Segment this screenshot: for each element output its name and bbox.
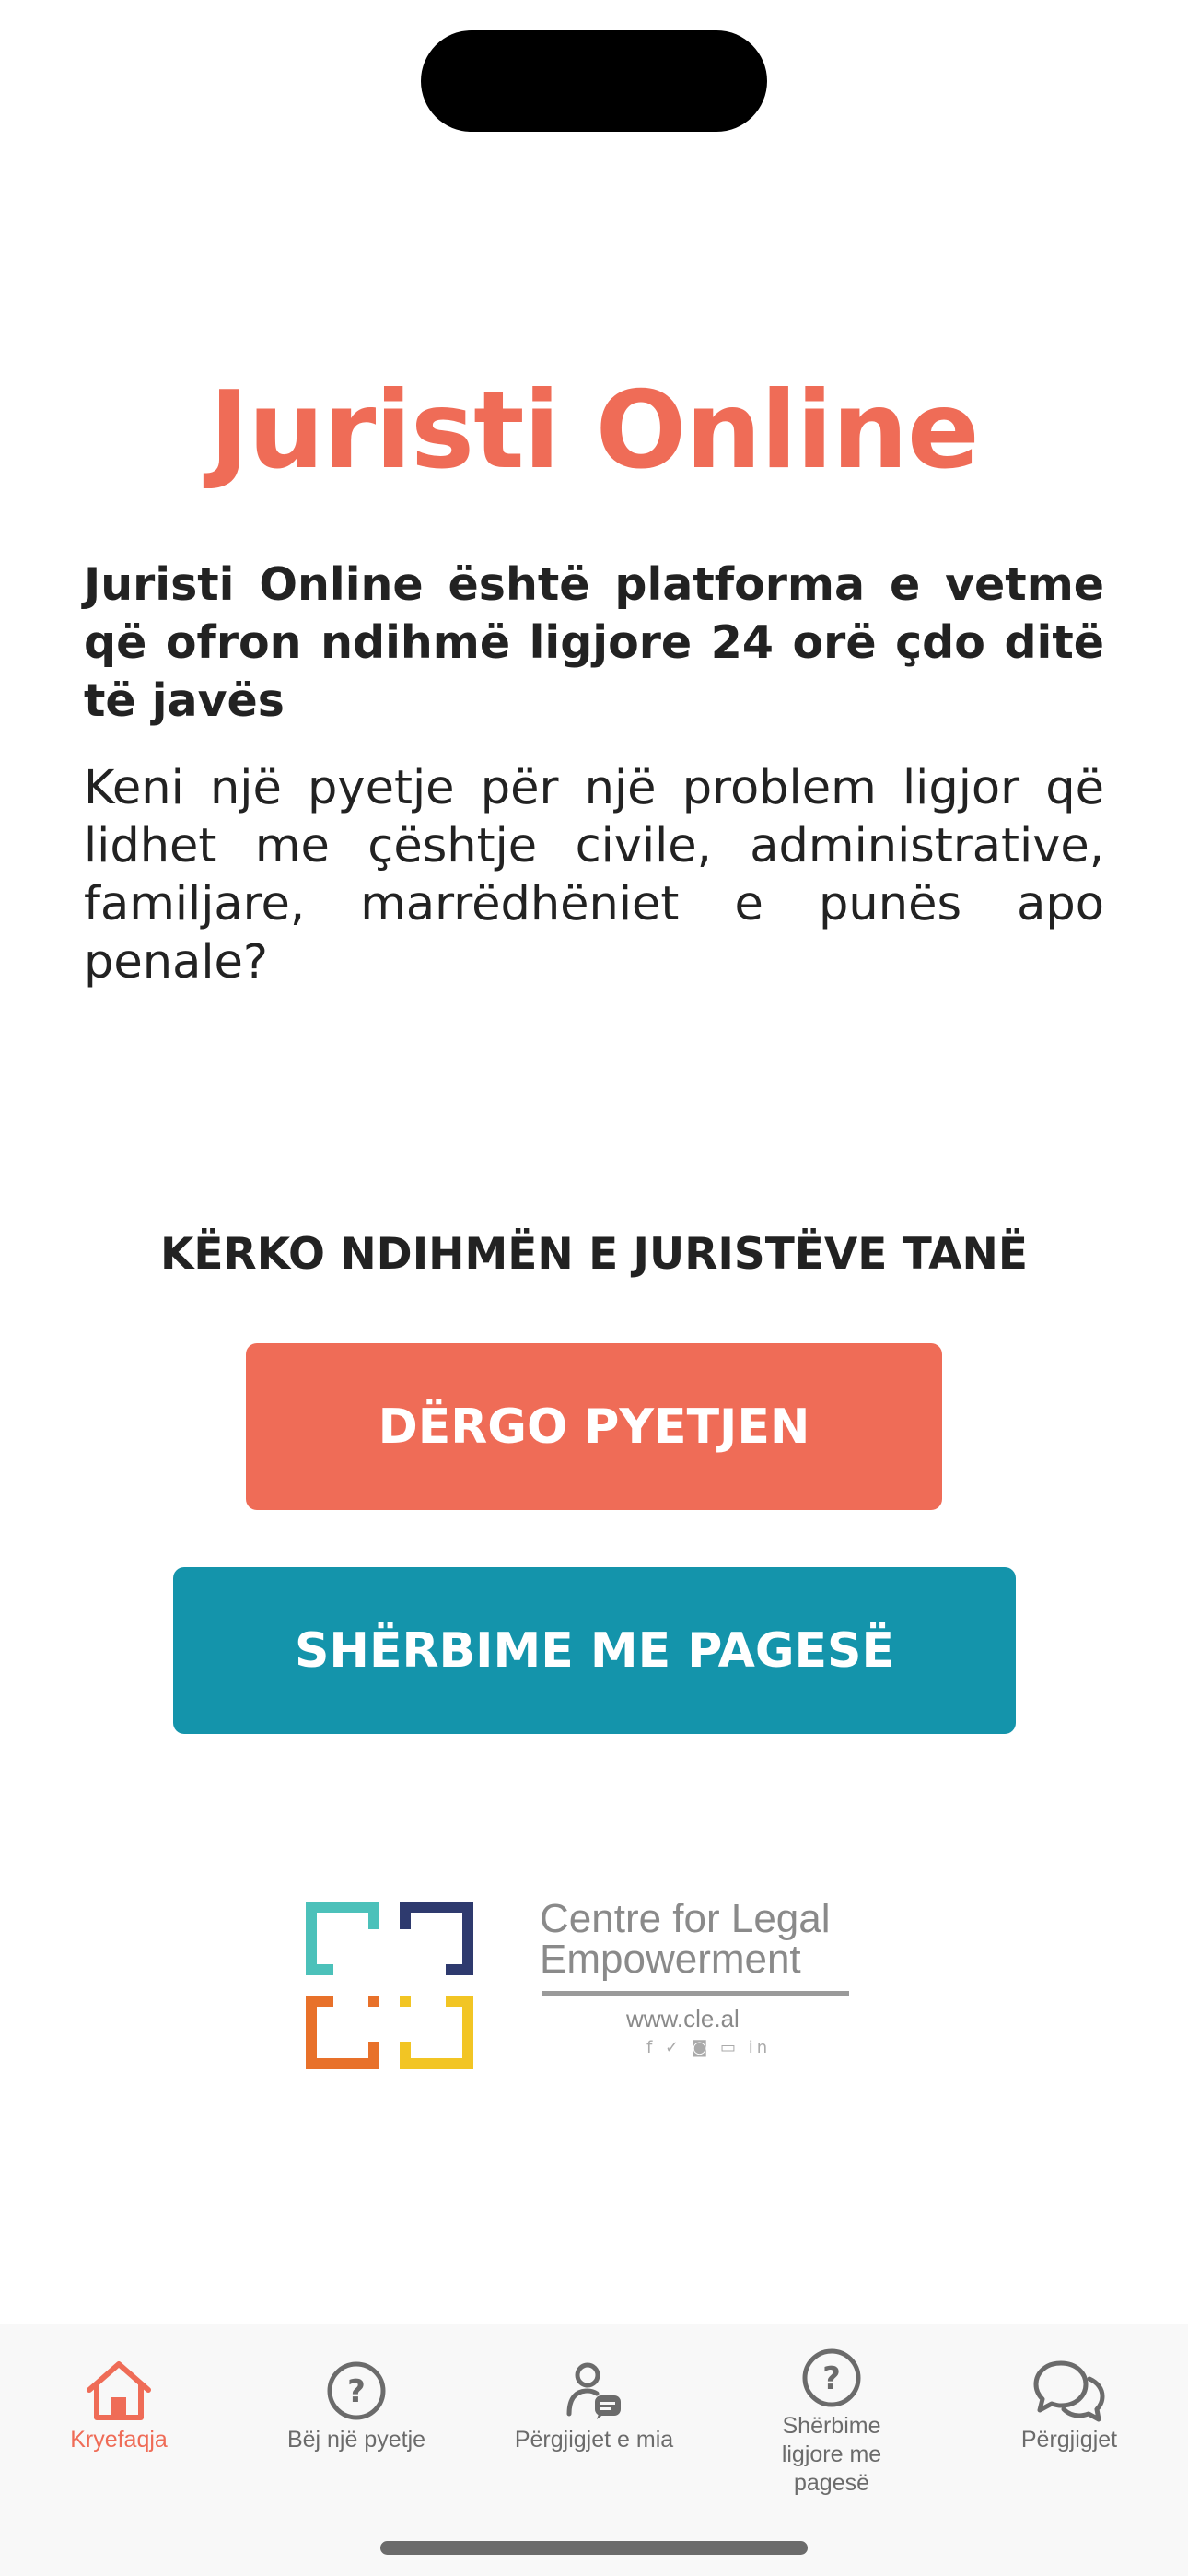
dynamic-island — [421, 30, 767, 132]
tab-answers-label: Përgjigjet — [1020, 2427, 1118, 2453]
logo-url: www.cle.al — [626, 2005, 740, 2032]
chat-bubbles-icon — [1031, 2359, 1107, 2423]
logo-divider — [542, 1991, 849, 1996]
tab-paid-legal-services-label: Shërbime ligjore me pagesë — [781, 2413, 882, 2496]
tab-home-label: Kryefaqja — [70, 2427, 168, 2453]
home-icon — [84, 2359, 154, 2423]
logo-social-icons: f ✓ ◙ ▭ in — [646, 2038, 772, 2057]
svg-text:?: ? — [822, 2360, 841, 2397]
tab-paid-legal-services[interactable] — [713, 2324, 950, 2508]
svg-text:?: ? — [347, 2373, 366, 2410]
home-indicator — [380, 2541, 808, 2555]
user-chat-icon — [564, 2360, 624, 2421]
bottom-tab-bar — [0, 2324, 1188, 2576]
tab-ask-question-label: Bëj një pyetje — [286, 2427, 426, 2453]
send-question-button[interactable]: DËRGO PYETJEN — [246, 1343, 942, 1510]
logo-name-line1: Centre for Legal — [540, 1896, 831, 1941]
tab-my-answers-label: Përgjigjet e mia — [514, 2427, 674, 2453]
cta-heading: KËRKO NDIHMËN E JURISTËVE TANË — [160, 1229, 1028, 1280]
app-title: Juristi Online — [209, 369, 979, 493]
tab-my-answers[interactable] — [475, 2324, 713, 2508]
question-circle-icon — [326, 2360, 387, 2421]
cle-logo — [293, 1889, 845, 2082]
question-circle-icon — [801, 2348, 862, 2408]
paid-services-button[interactable]: SHËRBIME ME PAGESË — [173, 1567, 1016, 1734]
tab-ask-question[interactable] — [238, 2324, 475, 2508]
tab-home[interactable] — [0, 2324, 238, 2508]
logo-name-line2: Empowerment — [540, 1937, 801, 1982]
intro-body: Keni një pyetje për një problem ligjor që lidhet me çështje civile, administrative, familjare, marrëdhëniet e punës apo penale? — [84, 761, 1104, 989]
tab-answers[interactable] — [950, 2324, 1188, 2508]
intro-lead: Juristi Online është platforma e vetme që ofron ndihmë ligjore 24 orë çdo ditë të javës — [84, 558, 1104, 727]
cle-logo-mark-icon — [293, 1889, 486, 2082]
